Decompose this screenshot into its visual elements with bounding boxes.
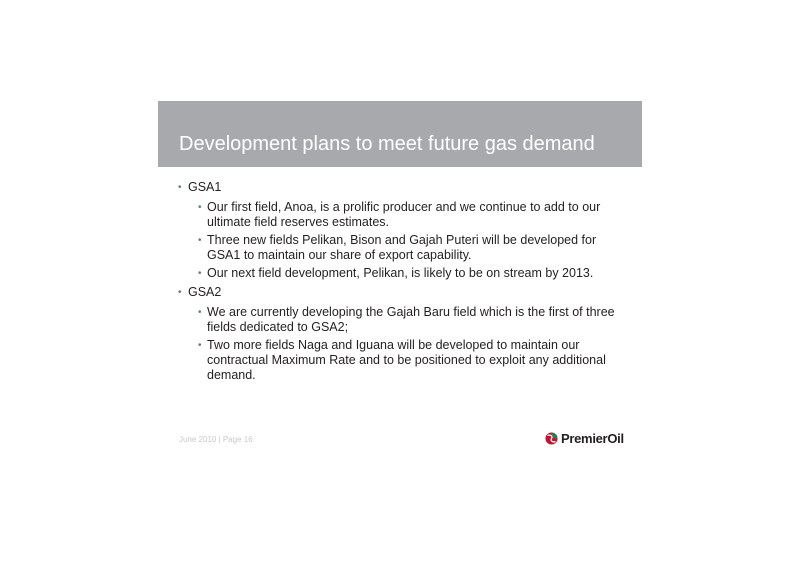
list-item [198, 233, 628, 263]
sub-bullet-list [198, 305, 628, 383]
title-bar [158, 101, 642, 167]
list-item [198, 200, 628, 230]
list-item [198, 266, 628, 281]
bullet-text: Two more fields Naga and Iguana will be developed to maintain our contractual Maximum Rate and to be positioned to exploit any additional demand. [207, 338, 606, 382]
bullet-text: Our first field, Anoa, is a prolific producer and we continue to add to our ultimate field reserves estimates. [207, 200, 601, 229]
slide-title: Development plans to meet future gas demand [179, 133, 595, 155]
bullet-text: Our next field development, Pelikan, is likely to be on stream by 2013. [207, 266, 594, 280]
sub-bullet-list [198, 200, 628, 281]
bullet-dot-icon: • [178, 287, 182, 298]
bullet-label: GSA1 [188, 180, 222, 194]
bullet-dot-icon: • [178, 182, 182, 193]
bullet-dot-icon: • [198, 235, 202, 246]
bullet-text: We are currently developing the Gajah Baru field which is the first of three fields dedicated to GSA2; [207, 305, 615, 334]
company-logo [545, 431, 624, 446]
premier-oil-logo-icon [545, 432, 558, 445]
bullet-dot-icon: • [198, 307, 202, 318]
logo-text: PremierOil [561, 431, 624, 446]
footer-date-page: June 2010 | Page 16 [179, 435, 253, 444]
bullet-text: Three new fields Pelikan, Bison and Gajah Puteri will be developed for GSA1 to maintain our share of export capability. [207, 233, 597, 262]
list-item [198, 338, 628, 383]
bullet-dot-icon: • [198, 268, 202, 279]
bullet-list [178, 180, 628, 383]
list-item [178, 285, 628, 383]
bullet-dot-icon: • [198, 340, 202, 351]
bullet-dot-icon: • [198, 202, 202, 213]
list-item [198, 305, 628, 335]
slide [158, 101, 642, 451]
list-item [178, 180, 628, 281]
bullet-label: GSA2 [188, 285, 222, 299]
slide-content [178, 180, 628, 387]
